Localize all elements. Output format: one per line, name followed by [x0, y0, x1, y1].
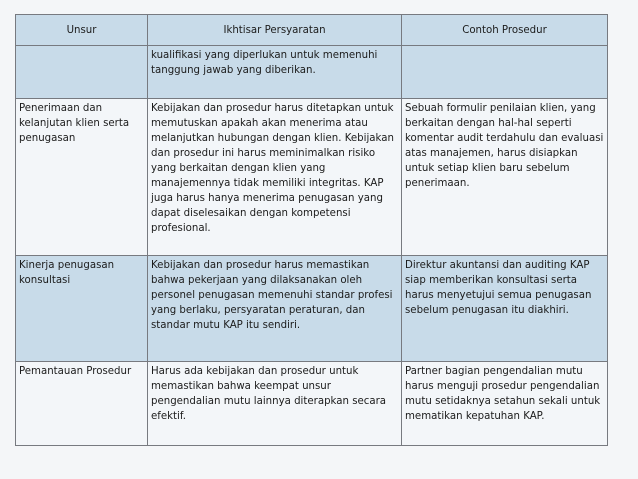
cell-unsur [16, 46, 148, 99]
cell-contoh: Sebuah formulir penilaian klien, yang berkaitan dengan hal-hal seperti komentar audit terdahulu dan evaluasi atas manajemen, harus disiapkan untuk setiap klien baru sebelum penerimaan. [402, 99, 608, 256]
cell-unsur: Penerimaan dan kelanjutan klien serta penugasan [16, 99, 148, 256]
cell-unsur: Pemantauan Prosedur [16, 362, 148, 446]
header-ikhtisar-persyaratan: Ikhtisar Persyaratan [148, 15, 402, 46]
cell-ikhtisar: Kebijakan dan prosedur harus memastikan bahwa pekerjaan yang dilaksanakan oleh personel penugasan memenuhi standar profesi yang berlaku, persyaratan peraturan, dan standar mutu KAP itu sendiri. [148, 256, 402, 362]
cell-unsur: Kinerja penugasan konsultasi [16, 256, 148, 362]
table-row [16, 99, 608, 256]
table-row [16, 256, 608, 362]
table-row [16, 362, 608, 446]
table-header-row [16, 15, 608, 46]
quality-control-table [15, 14, 608, 446]
cell-ikhtisar: Kebijakan dan prosedur harus ditetapkan untuk memutuskan apakah akan menerima atau melanjutkan hubungan dengan klien. Kebijakan dan prosedur ini harus meminimalkan risiko yang berkaitan dengan klien yang manajemennya tidak memiliki integritas. KAP juga harus hanya menerima penugasan yang dapat diselesaikan dengan kompetensi profesional. [148, 99, 402, 256]
cell-contoh [402, 46, 608, 99]
cell-ikhtisar: Harus ada kebijakan dan prosedur untuk memastikan bahwa keempat unsur pengendalian mutu lainnya diterapkan secara efektif. [148, 362, 402, 446]
cell-ikhtisar: kualifikasi yang diperlukan untuk memenuhi tanggung jawab yang diberikan. [148, 46, 402, 99]
table-row [16, 46, 608, 99]
header-contoh-prosedur: Contoh Prosedur [402, 15, 608, 46]
header-unsur: Unsur [16, 15, 148, 46]
cell-contoh: Direktur akuntansi dan auditing KAP siap memberikan konsultasi serta harus menyetujui semua penugasan sebelum penugasan itu diakhiri. [402, 256, 608, 362]
cell-contoh: Partner bagian pengendalian mutu harus menguji prosedur pengendalian mutu setidaknya setahun sekali untuk mematikan kepatuhan KAP. [402, 362, 608, 446]
